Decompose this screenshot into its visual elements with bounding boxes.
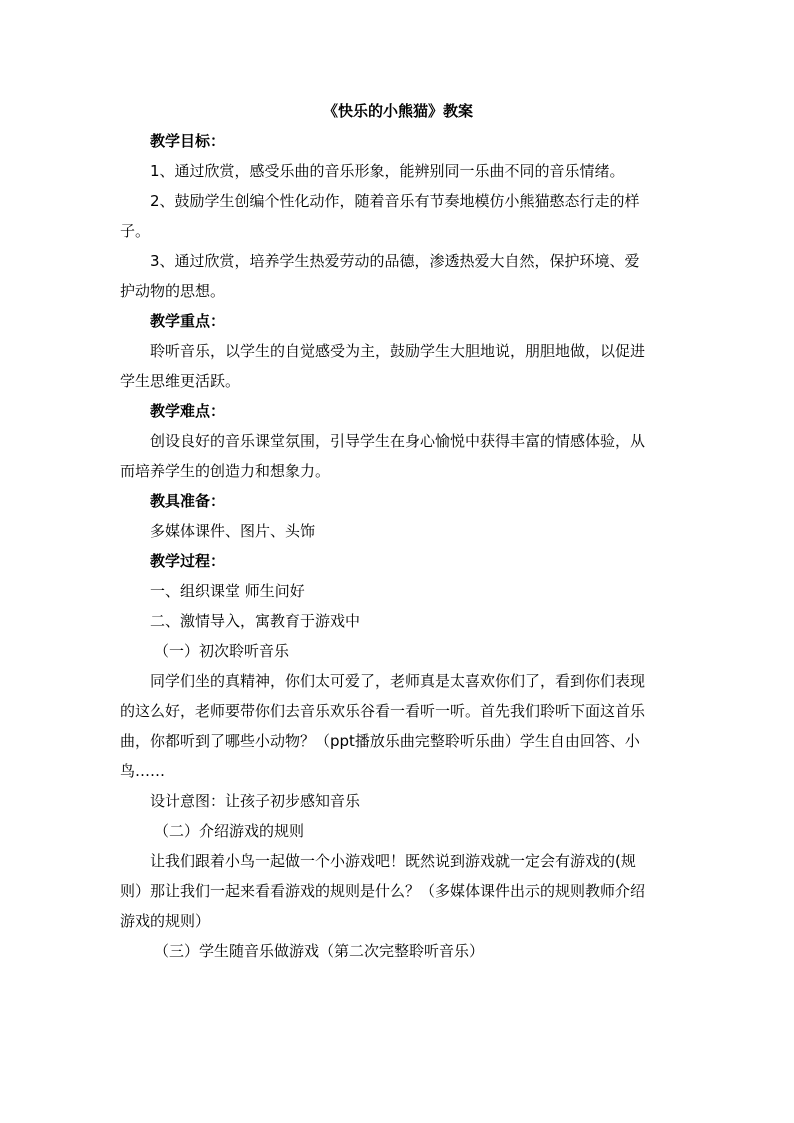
- substep-3-heading: （三）学生随音乐做游戏（第二次完整聆听音乐）: [154, 942, 485, 960]
- goal-item-3-line-1: 3、通过欣赏，培养学生热爱劳动的品德，渗透热爱大自然，保护环境、爱: [150, 252, 640, 270]
- goal-item-3-line-2: 护动物的思想。: [120, 282, 226, 300]
- goal-heading: 教学目标：: [150, 132, 226, 150]
- process-step-1: 一、组织课堂 师生问好: [150, 582, 305, 600]
- goal-item-2-line-1: 2、鼓励学生创编个性化动作，随着音乐有节奏地模仿小熊猫憨态行走的样: [150, 192, 640, 210]
- substep-2-line-3: 游戏的规则）: [120, 912, 211, 930]
- key-points-text: [120, 336, 676, 396]
- key-points-line-2: 学生思维更活跃。: [120, 372, 241, 390]
- substep-2-line-1: 让我们跟着小鸟一起做一个小游戏吧！既然说到游戏就一定会有游戏的(规: [150, 852, 636, 870]
- substep-1-heading: （一）初次聆听音乐: [154, 642, 290, 660]
- difficulty-text: [120, 426, 676, 486]
- substep-1-line-2: 的这么好，老师要带你们去音乐欢乐谷看一看听一听。首先我们聆听下面这首乐: [120, 702, 646, 720]
- substep-1-line-3: 曲，你都听到了哪些小动物？（ppt播放乐曲完整聆听乐曲）学生自由回答、小: [120, 732, 640, 750]
- materials-heading: 教具准备：: [150, 492, 226, 510]
- goal-item-3: [120, 246, 676, 306]
- substep-2-paragraph: [120, 846, 676, 936]
- difficulty-line-1: 创设良好的音乐课堂氛围，引导学生在身心愉悦中获得丰富的情感体验，从: [150, 432, 646, 450]
- substep-2-heading: （二）介绍游戏的规则: [154, 822, 305, 840]
- substep-2-line-2: 则）那让我们一起来看看游戏的规则是什么？（多媒体课件出示的规则教师介绍: [120, 882, 646, 900]
- goal-item-2-line-2: 子。: [120, 222, 151, 240]
- process-step-2: 二、激情导入，寓教育于游戏中: [150, 612, 361, 630]
- goal-item-2: [120, 186, 676, 246]
- key-points-heading: 教学重点：: [150, 312, 226, 330]
- substep-1-line-1: 同学们坐的真精神，你们太可爱了，老师真是太喜欢你们了，看到你们表现: [150, 672, 646, 690]
- substep-1-paragraph: [120, 666, 676, 786]
- difficulty-line-2: 而培养学生的创造力和想象力。: [120, 462, 331, 480]
- key-points-line-1: 聆听音乐，以学生的自觉感受为主，鼓励学生大胆地说，朋胆地做，以促进: [150, 342, 646, 360]
- process-heading: 教学过程：: [150, 552, 226, 570]
- materials-text: 多媒体课件、图片、头饰: [150, 522, 316, 540]
- document-page: [120, 96, 676, 966]
- substep-1-line-4: 鸟……: [120, 762, 166, 780]
- design-intent-1: 设计意图：让孩子初步感知音乐: [150, 792, 361, 810]
- document-title: 《快乐的小熊猫》教案: [322, 102, 473, 120]
- goal-item-1: 1、通过欣赏，感受乐曲的音乐形象，能辨别同一乐曲不同的音乐情绪。: [150, 162, 625, 180]
- difficulty-heading: 教学难点：: [150, 402, 226, 420]
